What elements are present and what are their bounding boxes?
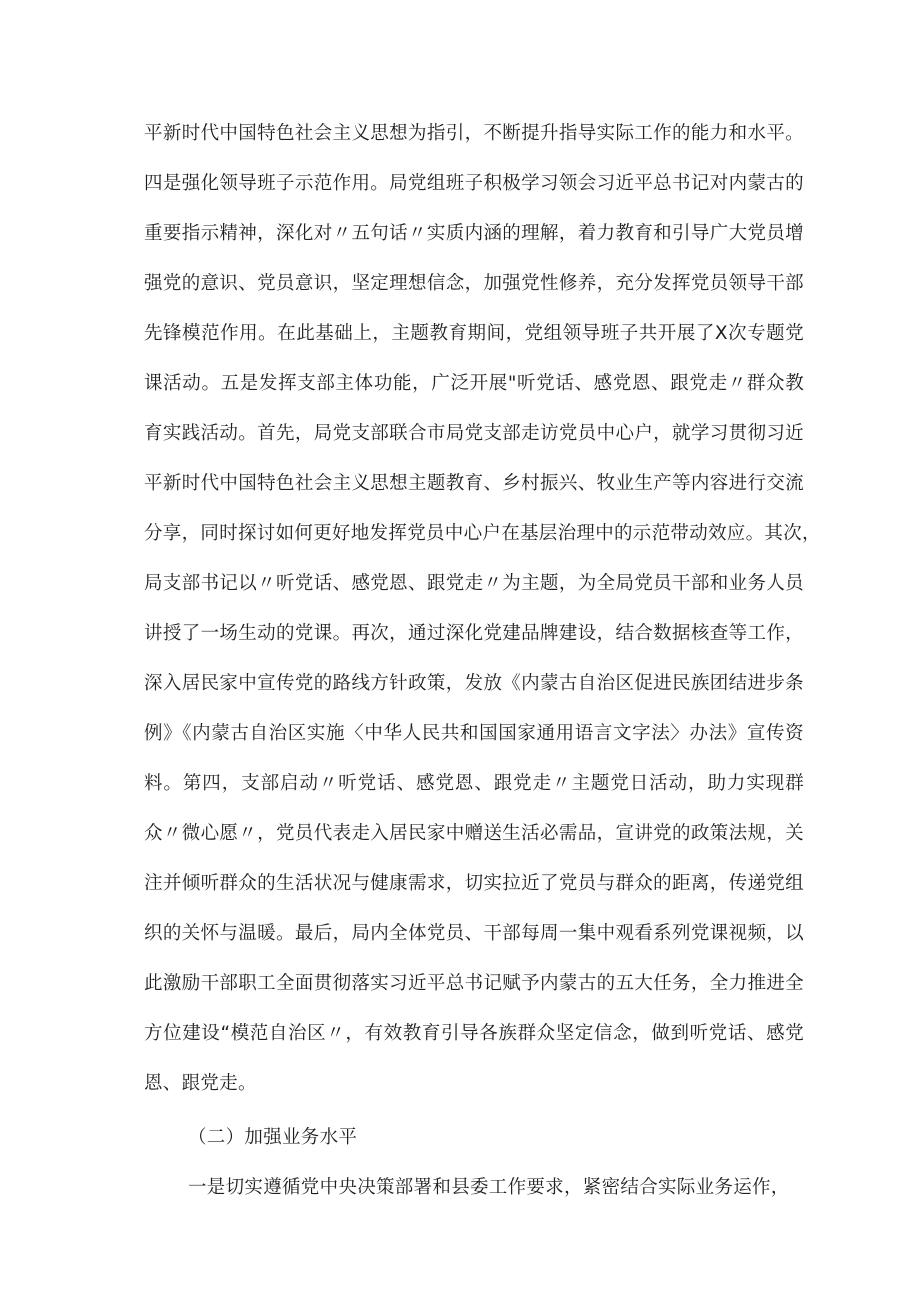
text-line: 四是强化领导班子示范作用。局党组班子积极学习领会习近平总书记对内蒙古的	[144, 173, 804, 194]
text-line: 育实践活动。首先，局党支部联合市局党支部走访党员中心户，就学习贯彻习近	[144, 423, 804, 444]
text-line: 局支部书记以〃听党话、感党恩、跟党走〃为主题，为全局党员干部和业务人员	[144, 573, 804, 594]
text-line: 平新时代中国特色社会主义思想主题教育、乡村振兴、牧业生产等内容进行交流	[144, 473, 804, 494]
text-line: 料。第四，支部启动〃听党话、感党恩、跟党走〃主题党日活动，助力实现群	[144, 773, 804, 794]
text-line: 先锋模范作用。在此基础上，主题教育期间，党组领导班子共开展了X次专题党	[144, 323, 804, 344]
text-line: 课活动。五是发挥支部主体功能，广泛开展"听党话、感党恩、跟党走〃群众教	[144, 373, 804, 394]
text-line: 讲授了一场生动的党课。再次，通过深化党建品牌建设，结合数据核查等工作，	[144, 623, 804, 644]
text-line: 注并倾听群众的生活状况与健康需求，切实拉近了党员与群众的距离，传递党组	[144, 873, 804, 894]
text-line: 平新时代中国特色社会主义思想为指引，不断提升指导实际工作的能力和水平。	[144, 123, 804, 144]
text-line: 织的关怀与温暖。最后，局内全体党员、干部每周一集中观看系列党课视频，以	[144, 923, 804, 944]
text-line: 此激励干部职工全面贯彻落实习近平总书记赋予内蒙古的五大任务，全力推进全	[144, 973, 804, 994]
text-line: 深入居民家中宣传党的路线方针政策，发放《内蒙古自治区促进民族团结进步条	[144, 673, 804, 694]
text-line: 众〃微心愿〃，党员代表走入居民家中赠送生活必需品，宣讲党的政策法规，关	[144, 823, 804, 844]
text-line: 分享，同时探讨如何更好地发挥党员中心户在基层治理中的示范带动效应。其次，	[144, 523, 821, 544]
paragraph-first-line: 一是切实遵循党中央决策部署和县委工作要求，紧密结合实际业务运作，	[188, 1177, 790, 1198]
text-line: 重要指示精神，深化对〃五句话〃实质内涵的理解，着力教育和引导广大党员增	[144, 223, 804, 244]
section-heading: （二）加强业务水平	[188, 1127, 358, 1148]
text-line: 例》《内蒙古自治区实施〈中华人民共和国国家通用语言文字法〉办法》宣传资	[144, 723, 804, 744]
text-line: 方位建设“模范自治区〃，有效教育引导各族群众坚定信念，做到听党话、感党	[144, 1023, 804, 1044]
text-line: 强党的意识、党员意识，坚定理想信念，加强党性修养，充分发挥党员领导干部	[144, 273, 804, 294]
text-line: 恩、跟党走。	[144, 1073, 257, 1094]
